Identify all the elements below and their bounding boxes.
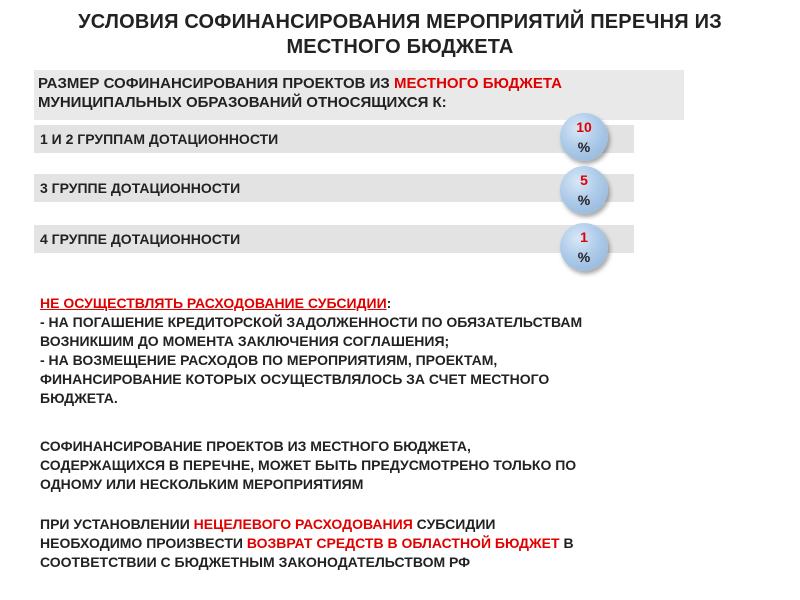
percent-sign: % — [577, 192, 591, 208]
cofinancing-note-block — [40, 437, 760, 494]
restriction-line-1: - НА ПОГАШЕНИЕ КРЕДИТОРСКОЙ ЗАДОЛЖЕННОСТИ ПО ОБЯЗАТЕЛЬСТВАМ — [40, 314, 583, 330]
misuse-text: СУБСИДИИ — [412, 516, 496, 532]
misuse-highlight-misuse: НЕЦЕЛЕВОГО РАСХОДОВАНИЯ — [193, 516, 413, 532]
header-line-1 — [38, 74, 684, 93]
misuse-highlight-return: ВОЗВРАТ СРЕДСТВ В ОБЛАСТНОЙ БЮДЖЕТ — [246, 535, 560, 551]
restriction-line-3: - НА ВОЗМЕЩЕНИЕ РАСХОДОВ ПО МЕРОПРИЯТИЯМ, ПРОЕКТАМ, — [40, 352, 498, 368]
misuse-line-1 — [40, 515, 760, 534]
restrictions-colon: : — [386, 295, 392, 311]
percent-badge-5 — [560, 166, 608, 214]
percent-badge-10 — [560, 113, 608, 161]
restriction-line-4: ФИНАНСИРОВАНИЕ КОТОРЫХ ОСУЩЕСТВЛЯЛОСЬ ЗА СЧЕТ МЕСТНОГО — [40, 371, 550, 387]
group-row-1-2 — [34, 125, 634, 153]
misuse-line-3: СООТВЕТСТВИИ С БЮДЖЕТНЫМ ЗАКОНОДАТЕЛЬСТВОМ РФ — [40, 554, 471, 570]
group-row-3 — [34, 174, 634, 202]
percent-value: 10 — [576, 119, 592, 135]
restriction-line-5: БЮДЖЕТА. — [40, 390, 118, 406]
slide-title — [0, 10, 800, 60]
percent-badge-1 — [560, 223, 608, 271]
slide-title-line-1: УСЛОВИЯ СОФИНАНСИРОВАНИЯ МЕРОПРИЯТИЙ ПЕРЕЧНЯ ИЗ — [78, 11, 722, 33]
misuse-text: В — [559, 535, 574, 551]
misuse-text: ПРИ УСТАНОВЛЕНИИ — [40, 516, 194, 532]
restrictions-heading-line — [40, 294, 760, 313]
misuse-text: НЕОБХОДИМО ПРОИЗВЕСТИ — [40, 535, 247, 551]
restrictions-block — [40, 294, 760, 408]
cofinancing-line-2: СОДЕРЖАЩИХСЯ В ПЕРЕЧНЕ, МОЖЕТ БЫТЬ ПРЕДУСМОТРЕНО ТОЛЬКО ПО — [40, 457, 577, 473]
misuse-line-2 — [40, 534, 760, 553]
percent-value: 5 — [580, 172, 588, 188]
slide-title-line-2: МЕСТНОГО БЮДЖЕТА — [286, 36, 514, 58]
header-line-2: МУНИЦИПАЛЬНЫХ ОБРАЗОВАНИЙ ОТНОСЯЩИХСЯ К: — [38, 94, 447, 111]
misuse-note-block — [40, 515, 760, 572]
group-label: 1 И 2 ГРУППАМ ДОТАЦИОННОСТИ — [40, 131, 279, 147]
percent-sign: % — [577, 249, 591, 265]
group-label: 3 ГРУППЕ ДОТАЦИОННОСТИ — [40, 180, 241, 196]
group-label: 4 ГРУППЕ ДОТАЦИОННОСТИ — [40, 231, 241, 247]
cofinancing-line-1: СОФИНАНСИРОВАНИЕ ПРОЕКТОВ ИЗ МЕСТНОГО БЮДЖЕТА, — [40, 438, 471, 454]
header-highlight: МЕСТНОГО БЮДЖЕТА — [393, 75, 562, 92]
group-row-4 — [34, 225, 634, 253]
cofinancing-line-3: ОДНОМУ ИЛИ НЕСКОЛЬКИМ МЕРОПРИЯТИЯМ — [40, 476, 364, 492]
header-text: РАЗМЕР СОФИНАНСИРОВАНИЯ ПРОЕКТОВ ИЗ — [38, 75, 394, 92]
percent-sign: % — [577, 139, 591, 155]
restriction-line-2: ВОЗНИКШИМ ДО МОМЕНТА ЗАКЛЮЧЕНИЯ СОГЛАШЕНИЯ; — [40, 333, 450, 349]
percent-value: 1 — [580, 229, 588, 245]
restrictions-heading: НЕ ОСУЩЕСТВЛЯТЬ РАСХОДОВАНИЕ СУБСИДИИ — [40, 295, 387, 311]
